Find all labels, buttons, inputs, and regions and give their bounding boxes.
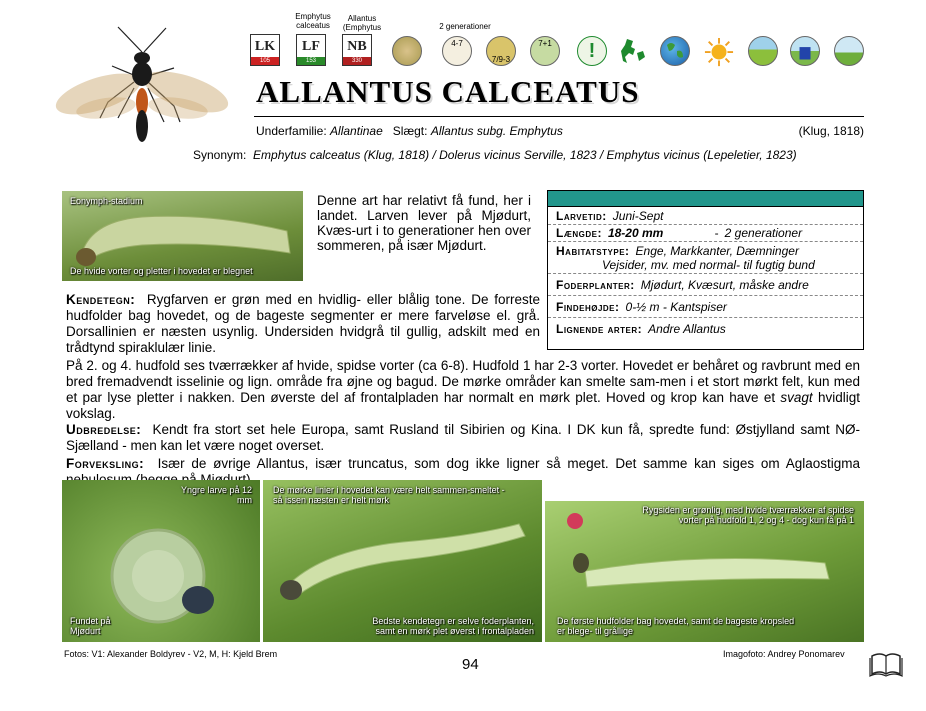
photo-caption: De hvide vorter og pletter i hovedet er blegnet bbox=[70, 266, 253, 276]
synonym-line: Synonym: Emphytus calceatus (Klug, 1818) / Dolerus vicinus Serville, 1823 / Emphytus vicinus (Lepeletier, 1823) bbox=[193, 148, 797, 162]
book-nb-icon[interactable]: NB 330 bbox=[342, 34, 372, 66]
photo-caption: Rygsiden er grønlig, med hvide tværrækker af spidse vorter på hudfold 1, 2 og 4 - dog kun få på 1 bbox=[642, 505, 854, 525]
info-lignende: Lignende arter: Andre Allantus bbox=[556, 322, 726, 336]
book-lk-icon[interactable]: LK 105 bbox=[250, 34, 280, 66]
globe-icon[interactable] bbox=[660, 36, 690, 66]
species-author: (Klug, 1818) bbox=[798, 124, 864, 138]
kendetegn-continued: På 2. og 4. hudfold ses tværrækker af hvide, spidse vorter (ca 6-8). Hudfold 1 har 2-3 vorter. Hovedet er behåret og ravbrunt med en bred fremadvendt isselinie og lign. område fra øjne og bagud. De mørke områder kan smelte sam-men i et stort mørkt felt, kun med et par lyse pletter i nakken. Den øverste del af frontalpladen har normalt en mørk plet. Hoved og krop kan have et svagt hvidligt vokslag. bbox=[66, 358, 860, 421]
info-box bbox=[547, 190, 864, 350]
info-foderplanter: Foderplanter: Mjødurt, Kvæsurt, måske andre bbox=[548, 274, 863, 296]
larva-range-icon[interactable]: 4-7 bbox=[442, 36, 472, 66]
kendetegn-section: Kendetegn: Rygfarven er grøn med en hvidlig- eller blålig tone. De forreste hudfolder bag hovedet, og de bageste segmenter er mere farveløse el. grå. Dorsallinien er næsten usynlig. Undersiden hvidgrå til gullig, adskilt med en trådtynd spiraklulær linie. bbox=[66, 292, 540, 355]
page-number: 94 bbox=[462, 656, 479, 673]
exclamation-icon[interactable]: ! bbox=[577, 36, 607, 66]
book-lf-icon[interactable]: LF 153 bbox=[296, 34, 326, 66]
imago-photo bbox=[48, 22, 236, 162]
photo-credits: Fotos: V1: Alexander Boldyrev - V2, M, H: Kjeld Brem bbox=[64, 649, 278, 659]
intro-text: Denne art har relativt få fund, her i landet. Larven lever på Mjødurt, Kvæs-urt i to generationer hen over sommeren, på især Mjødurt. bbox=[317, 193, 531, 253]
younger-larva-photo bbox=[62, 480, 260, 642]
page-title: ALLANTUS CALCEATUS bbox=[256, 74, 640, 109]
book-label-allantus: Allantus (Emphytus bbox=[342, 14, 382, 32]
info-habitat: Habitatstype: Enge, Markkanter, Dæmninger Vejsider, mv. med normal- til fugtig bund bbox=[548, 242, 863, 274]
generation-count-icon[interactable]: 7+1 bbox=[530, 36, 560, 66]
larva-on-leaf-photo bbox=[263, 480, 542, 642]
tractor-icon[interactable]: ▆ bbox=[790, 36, 820, 66]
photo-caption: De mørke linier i hovedet kan være helt sammen-smeltet - så issen næsten er helt mørk bbox=[273, 485, 505, 505]
photo-caption: Yngre larve på 12 mm bbox=[180, 485, 252, 505]
title-divider bbox=[254, 116, 864, 117]
forveksling-section: Forveksling: Især de øvrige Allantus, især truncatus, som dog ikke ligner så meget. Det samme kan siges om Aglaostigma bbox=[66, 456, 860, 471]
eonymph-photo bbox=[62, 191, 303, 281]
photo-caption: Fundet på Mjødurt bbox=[70, 616, 111, 636]
imago-credit: Imagofoto: Andrey Ponomarev bbox=[723, 649, 845, 659]
udbredelse-section: Udbredelse: Kendt fra stort set hele Europa, samt Rusland til Sibirien og Kina. I DK kun få, spredte fund: Østjylland samt NØ-Sjælland - men kan let være noget overset. bbox=[66, 422, 860, 453]
meadow-icon[interactable] bbox=[834, 36, 864, 66]
taxonomy-line: Underfamilie: Allantinae Slægt: Allantus subg. Emphytus (Klug, 1818) bbox=[256, 124, 864, 138]
book-label-emphytus: Emphytus calceatus bbox=[295, 12, 331, 30]
denmark-map-icon[interactable] bbox=[618, 36, 648, 68]
field-icon[interactable] bbox=[748, 36, 778, 66]
info-laengde: Længde: 18-20 mm - 2 generationer bbox=[548, 224, 863, 242]
photo-caption: De første hudfolder bag hovedet, samt de bageste kropsled er blege- til grållige bbox=[557, 616, 795, 636]
open-book-icon[interactable] bbox=[868, 648, 904, 685]
generations-label: 2 generationer bbox=[439, 22, 491, 31]
photo-caption: Bedste kendetegn er selve foderplanten, samt en mørk plet øverst i frontalpladen bbox=[372, 616, 534, 636]
info-larvetid: Larvetid: Juni-Sept bbox=[548, 207, 863, 225]
larva-side-photo bbox=[545, 501, 864, 642]
sun-icon[interactable] bbox=[704, 36, 734, 68]
info-box-header bbox=[548, 191, 863, 207]
leaf-period-icon[interactable]: 7/9-3 bbox=[486, 36, 516, 66]
info-findehoejde: Findehøjde: 0-½ m - Kantspiser bbox=[548, 296, 863, 318]
round-egg-icon[interactable] bbox=[392, 36, 422, 66]
photo-caption: Eonymph-stadium bbox=[70, 196, 143, 206]
